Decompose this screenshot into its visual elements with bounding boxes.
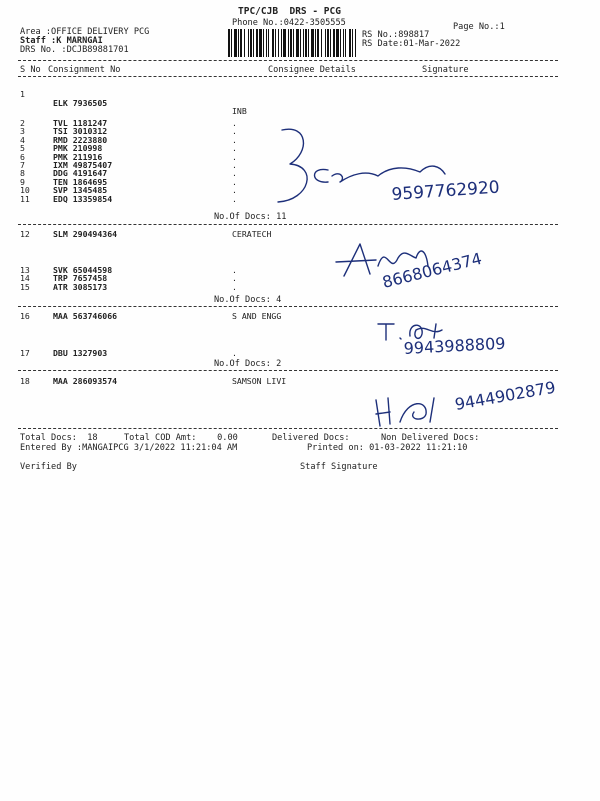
barcode-bar <box>311 29 314 57</box>
barcode-bar <box>296 29 299 57</box>
barcode-bar <box>283 29 286 57</box>
signature-2-phone <box>380 240 524 300</box>
barcode-bar <box>263 29 264 57</box>
barcode-bar <box>231 29 232 57</box>
barcode-bar <box>349 29 351 57</box>
barcode-bar <box>340 29 341 57</box>
row-details: INB <box>232 106 247 117</box>
row-sno: 1 <box>20 89 25 100</box>
barcode-bar <box>250 29 252 57</box>
barcode-bar <box>333 29 335 57</box>
barcode-bar <box>355 29 356 57</box>
divider <box>18 370 558 371</box>
total-docs: Total Docs: 18 <box>20 433 98 443</box>
barcode-bar <box>272 29 274 57</box>
rs-date: RS Date:01-Mar-2022 <box>362 39 461 49</box>
barcode-bar <box>330 29 331 57</box>
barcode-bar <box>343 29 344 57</box>
area-label: Area :OFFICE DELIVERY PCG <box>20 27 150 37</box>
barcode-bar <box>315 29 316 57</box>
svg-text:9943988809: 9943988809 <box>403 333 506 358</box>
barcode-bar <box>228 29 230 57</box>
docs-count: No.Of Docs: 11 <box>214 212 287 222</box>
delivered-docs: Delivered Docs: <box>272 433 350 443</box>
total-cod: Total COD Amt: 0.00 <box>124 433 238 443</box>
barcode-bar <box>327 29 329 57</box>
group-1 <box>20 82 247 117</box>
col-consignee-details: Consignee Details <box>268 65 356 75</box>
table-row <box>20 82 247 117</box>
barcode-bar <box>268 29 269 57</box>
barcode-bar <box>352 29 353 57</box>
barcode-bar <box>256 29 258 57</box>
barcode-bar <box>308 29 309 57</box>
svg-text:8668064374: 8668064374 <box>380 248 484 292</box>
page-number: Page No.:1 <box>453 22 505 32</box>
col-consignment: Consignment No <box>48 65 121 75</box>
barcode-bar <box>290 29 292 57</box>
barcode-bar <box>253 29 254 57</box>
barcode-bar <box>321 29 322 57</box>
barcode-bar <box>259 29 262 57</box>
report-title: TPC/CJB DRS - PCG <box>238 6 341 17</box>
barcode-bar <box>336 29 339 57</box>
barcode-bar <box>240 29 242 57</box>
divider <box>18 306 558 307</box>
staff-label: Staff :K MARNGAI <box>20 36 103 46</box>
verified-by: Verified By <box>20 462 77 472</box>
staff-signature: Staff Signature <box>300 462 378 472</box>
divider <box>18 60 558 61</box>
barcode-bar <box>345 29 346 57</box>
col-sno: S No <box>20 65 41 75</box>
barcode-bar <box>317 29 319 57</box>
svg-text:9444902879: 9444902879 <box>453 377 557 414</box>
barcode-bar <box>248 29 249 57</box>
barcode-bar <box>303 29 304 57</box>
signature-3-phone <box>404 334 534 364</box>
barcode-bar <box>266 29 267 57</box>
barcode-bar <box>244 29 245 57</box>
rs-number: RS No.:898817 <box>362 30 430 40</box>
row-consignment: ELK 7936505 <box>53 97 108 108</box>
barcode-bar <box>305 29 307 57</box>
svg-text:9597762920: 9597762920 <box>390 177 501 205</box>
divider <box>18 224 558 225</box>
barcode-bar <box>281 29 282 57</box>
non-delivered-docs: Non Delivered Docs: <box>381 433 480 443</box>
barcode-bar <box>234 29 237 57</box>
phone-number: Phone No.:0422-3505555 <box>232 18 346 28</box>
barcode-bar <box>293 29 294 57</box>
divider <box>18 76 558 77</box>
entered-by: Entered By :MANGAIPCG 3/1/2022 11:21:04 AM <box>20 443 238 453</box>
col-signature: Signature <box>422 65 469 75</box>
barcode-bar <box>238 29 239 57</box>
docs-count: No.Of Docs: 4 <box>214 295 282 305</box>
barcode <box>228 29 358 59</box>
drs-number: DRS No. :DCJB89881701 <box>20 45 129 55</box>
barcode-bar <box>275 29 276 57</box>
barcode-bar <box>325 29 326 57</box>
signature-4-phone <box>453 377 586 420</box>
signature-1-phone <box>392 176 512 212</box>
docs-count: No.Of Docs: 2 <box>214 359 282 369</box>
barcode-bar <box>278 29 279 57</box>
barcode-bar <box>288 29 289 57</box>
printed-on: Printed on: 01-03-2022 11:21:10 <box>307 443 468 453</box>
divider <box>18 428 558 429</box>
barcode-bar <box>300 29 301 57</box>
